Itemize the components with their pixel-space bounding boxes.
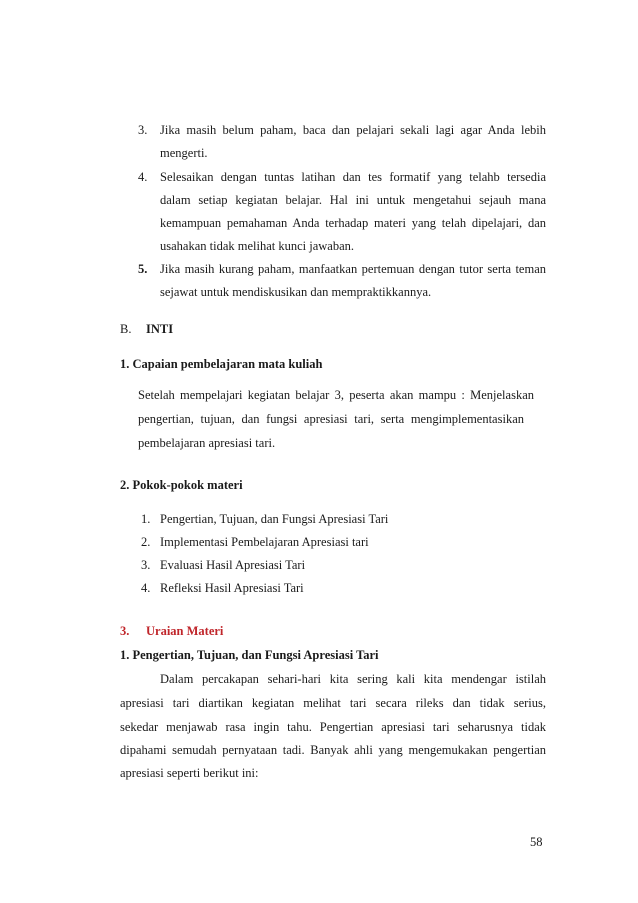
list-item-line: usahakan tidak melihat kunci jawaban. (160, 239, 355, 253)
pokok-item: Pengertian, Tujuan, dan Fungsi Apresiasi Tari (160, 512, 389, 526)
capaian-line: Setelah mempelajari kegiatan belajar 3, peserta akan mampu : Menjelaskan (138, 388, 534, 402)
paragraph-line: Dalam percakapan sehari-hari kita sering kali kita mendengar istilah (160, 672, 546, 686)
paragraph-line: apresiasi seperti berikut ini: (120, 766, 259, 780)
pokok-item: Implementasi Pembelajaran Apresiasi tari (160, 535, 369, 549)
paragraph-line: apresiasi tari diartikan kegiatan melihat tari secara rileks dan tidak serius, (120, 696, 546, 710)
pokok-number: 2. (141, 535, 151, 549)
list-item-line: Jika masih kurang paham, manfaatkan pertemuan dengan tutor serta teman (160, 262, 546, 276)
pokok-number: 4. (141, 581, 151, 595)
uraian-subheading: 1. Pengertian, Tujuan, dan Fungsi Apresiasi Tari (120, 648, 379, 662)
section-title: INTI (146, 322, 174, 336)
list-item-line: dalam setiap kegiatan belajar. Hal ini untuk mengetahui sejauh mana (160, 193, 546, 207)
list-item-line: Selesaikan dengan tuntas latihan dan tes formatif yang telahb tersedia (160, 170, 546, 184)
pokok-item: Evaluasi Hasil Apresiasi Tari (160, 558, 306, 572)
list-number: 4. (138, 170, 148, 184)
list-number: 3. (138, 123, 148, 137)
pokok-item: Refleksi Hasil Apresiasi Tari (160, 581, 304, 595)
capaian-line: pembelajaran apresiasi tari. (138, 436, 276, 450)
capaian-line: pengertian, tujuan, dan fungsi apresiasi tari, serta mengimplementasikan (138, 412, 524, 426)
page-number: 58 (530, 835, 543, 849)
pokok-heading: 2. Pokok-pokok materi (120, 478, 243, 492)
paragraph-line: dipahami semudah pernyataan tadi. Banyak ahli yang mengemukakan pengertian (120, 743, 546, 757)
section-letter: B. (120, 322, 132, 336)
list-item-line: kemampuan pemahaman Anda terhadap materi yang telah dipelajari, dan (160, 216, 546, 230)
list-item-line: Jika masih belum paham, baca dan pelajari sekali lagi agar Anda lebih (160, 123, 546, 137)
list-number: 5. (138, 262, 148, 276)
uraian-number: 3. (120, 624, 130, 638)
paragraph-line: sekedar menjawab rasa ingin tahu. Pengertian apresiasi tari seharusnya tidak (120, 720, 546, 734)
uraian-title: Uraian Materi (146, 624, 224, 638)
pokok-number: 1. (141, 512, 151, 526)
list-item-line: sejawat untuk mendiskusikan dan mempraktikkannya. (160, 285, 432, 299)
list-item-line: mengerti. (160, 146, 208, 160)
pokok-number: 3. (141, 558, 151, 572)
capaian-heading: 1. Capaian pembelajaran mata kuliah (120, 357, 323, 371)
